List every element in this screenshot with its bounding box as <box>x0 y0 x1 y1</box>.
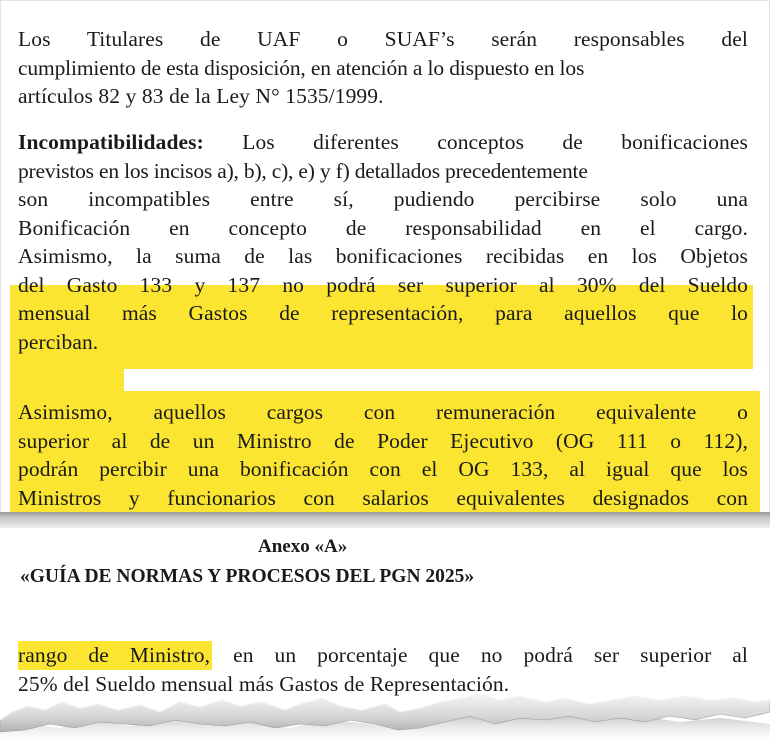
paragraph-titulares <box>18 25 748 111</box>
text-line: previstos en los incisos a), b), c), e) y f) detallados precedentemente <box>18 158 588 183</box>
text-line-highlighted: mensual más Gastos de representación, para aquellos que lo <box>18 301 748 325</box>
text-line: Asimismo, la suma de las bonificaciones recibidas en los Objetos <box>18 244 748 268</box>
text-line-highlighted: del Gasto 133 y 137 no podrá ser superior al 30% del Sueldo <box>18 272 748 297</box>
paragraph-incompatibilidades <box>18 128 748 356</box>
text-line: 25% del Sueldo mensual más Gastos de Representación. <box>18 671 510 696</box>
text-line <box>18 641 748 670</box>
annex-title: «GUÍA DE NORMAS Y PROCESOS DEL PGN 2025» <box>20 566 475 587</box>
text-line-highlighted: Asimismo, aquellos cargos con remuneración equivalente o <box>18 400 748 424</box>
text-line: Bonificación en concepto de responsabilidad en el cargo. <box>18 215 748 240</box>
text-line <box>18 128 748 157</box>
text-line-highlighted: Ministros y funcionarios con salarios equivalentes designados con <box>18 485 748 510</box>
text-line: artículos 82 y 83 de la Ley N° 1535/1999. <box>18 84 384 108</box>
text-fragment: en un porcentaje que no podrá ser superior al <box>212 643 749 667</box>
text-line: son incompatibles entre sí, pudiendo percibirse solo una <box>18 187 748 211</box>
annex-label: Anexo «A» <box>258 536 348 557</box>
incompatibilidades-heading: Incompatibilidades: <box>18 130 204 154</box>
text-line: cumplimiento de esta disposición, en atención a lo dispuesto en los <box>18 55 585 80</box>
text-line-highlighted: podrán percibir una bonificación con el OG 133, al igual que los <box>18 457 748 481</box>
text-line: Los Titulares de UAF o SUAF’s serán responsables del <box>18 27 748 51</box>
highlighted-text: rango de Ministro, <box>18 641 212 670</box>
torn-paper-edge <box>0 690 770 746</box>
page-separator <box>0 512 770 528</box>
text-line-highlighted: perciban. <box>18 329 99 354</box>
text-fragment: Los diferentes conceptos de bonificaciones <box>203 130 748 154</box>
text-line-highlighted: superior al de un Ministro de Poder Ejecutivo (OG 111 o 112), <box>18 428 748 453</box>
paragraph-asimismo-cargos <box>18 398 748 512</box>
